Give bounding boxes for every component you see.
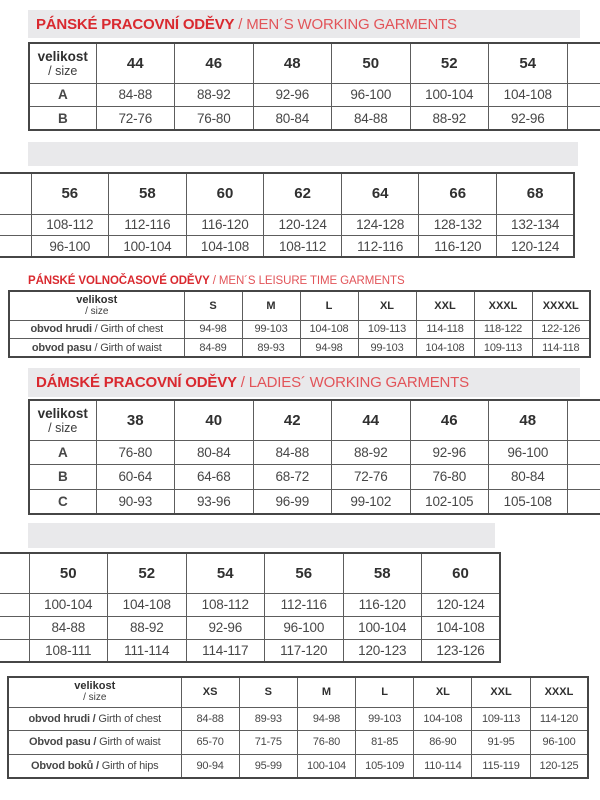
- size-value-cell: 116-120: [419, 236, 497, 258]
- size-value-cell: 96-99: [253, 489, 332, 514]
- size-value-cell: 112-116: [341, 236, 419, 258]
- size-column-header: 38: [96, 400, 175, 440]
- size-column-header: 58: [109, 173, 187, 214]
- size-value-cell: 105-108: [489, 489, 568, 514]
- size-value-cell: 92-96: [489, 107, 568, 131]
- ladies-working-sizes-table-lower: [0, 552, 501, 663]
- size-value-cell: 104-108: [414, 707, 472, 731]
- size-column-header: 52: [410, 43, 489, 83]
- row-label-cell: [0, 593, 29, 616]
- size-value-cell: 96-100: [530, 731, 588, 755]
- size-value-cell: 64-68: [175, 465, 254, 490]
- size-value-cell: 104-108: [422, 616, 501, 639]
- size-column-header: 42: [253, 400, 332, 440]
- size-value-cell: [567, 83, 600, 107]
- row-label-rest: / Girth of waist: [91, 341, 162, 354]
- corner-label-line: / size: [48, 420, 78, 435]
- size-column-header: 56: [31, 173, 109, 214]
- size-value-cell: 96-100: [332, 83, 411, 107]
- size-value-cell: 60-64: [96, 465, 175, 490]
- size-value-cell: 90-94: [181, 754, 239, 778]
- size-label-corner-cell: [8, 677, 181, 707]
- size-value-cell: 86-90: [414, 731, 472, 755]
- section-header-ladies-working: [28, 368, 580, 397]
- size-value-cell: 104-108: [416, 339, 474, 358]
- mens-working-sizes-table-lower: [0, 172, 575, 258]
- size-value-cell: 120-124: [497, 236, 575, 258]
- size-value-cell: 114-120: [530, 707, 588, 731]
- size-value-cell: 89-93: [242, 339, 300, 358]
- size-label-corner-cell: [0, 173, 31, 214]
- size-column-header: 44: [96, 43, 175, 83]
- divider-bar: [28, 142, 578, 166]
- size-value-cell: 90-93: [96, 489, 175, 514]
- size-label-corner-cell: [29, 400, 96, 440]
- size-value-cell: 84-88: [181, 707, 239, 731]
- size-column-header: 50: [332, 43, 411, 83]
- size-value-cell: 96-100: [265, 616, 344, 639]
- row-label-cell: [8, 731, 181, 755]
- size-value-cell: 118-122: [474, 320, 532, 339]
- size-label-corner-cell: [29, 43, 96, 83]
- size-value-cell: 76-80: [297, 731, 355, 755]
- size-value-cell: 100-104: [109, 236, 187, 258]
- size-value-cell: 76-80: [410, 465, 489, 490]
- size-value-cell: 76-80: [96, 440, 175, 465]
- row-label-bold: Obvod boků /: [31, 759, 99, 772]
- row-label-cell: [9, 339, 184, 358]
- row-label-cell: A: [29, 83, 96, 107]
- size-column-header: XXL: [472, 677, 530, 707]
- size-value-cell: 114-117: [186, 639, 265, 662]
- size-column-header: 50: [29, 553, 108, 593]
- size-value-cell: 76-80: [175, 107, 254, 131]
- size-value-cell: 111-114: [108, 639, 187, 662]
- size-value-cell: 128-132: [419, 214, 497, 236]
- row-label-cell: [0, 616, 29, 639]
- size-value-cell: 96-100: [31, 236, 109, 258]
- size-value-cell: 94-98: [297, 707, 355, 731]
- size-value-cell: 100-104: [29, 593, 108, 616]
- size-value-cell: 99-103: [242, 320, 300, 339]
- size-value-cell: 102-105: [410, 489, 489, 514]
- size-column-header: XL: [414, 677, 472, 707]
- size-column-header: XL: [358, 291, 416, 320]
- size-column-header: 54: [489, 43, 568, 83]
- size-value-cell: 117-120: [265, 639, 344, 662]
- row-label-cell: [9, 320, 184, 339]
- size-column-header: 46: [410, 400, 489, 440]
- size-value-cell: 92-96: [253, 83, 332, 107]
- row-label-bold: obvod pasu: [31, 341, 92, 354]
- size-value-cell: 108-112: [186, 593, 265, 616]
- size-value-cell: 80-84: [175, 440, 254, 465]
- section-header-mens-leisure: [28, 271, 405, 289]
- size-value-cell: 114-118: [532, 339, 590, 358]
- size-column-header: 54: [186, 553, 265, 593]
- row-label-bold: obvod hrudi: [30, 323, 92, 336]
- size-column-header: M: [297, 677, 355, 707]
- size-column-header: 60: [422, 553, 501, 593]
- size-value-cell: 123-126: [422, 639, 501, 662]
- size-value-cell: 105-109: [356, 754, 414, 778]
- row-label-cell: [0, 639, 29, 662]
- size-column-header: XXL: [416, 291, 474, 320]
- row-label-rest: Girth of waist: [96, 736, 161, 749]
- size-column-header: [567, 400, 600, 440]
- size-value-cell: 124-128: [341, 214, 419, 236]
- size-column-header: L: [300, 291, 358, 320]
- size-column-header: S: [239, 677, 297, 707]
- section-title-cz: PÁNSKÉ PRACOVNÍ ODĚVY: [36, 15, 235, 33]
- size-value-cell: 110-114: [414, 754, 472, 778]
- size-column-header: 64: [341, 173, 419, 214]
- size-column-header: 68: [497, 173, 575, 214]
- size-value-cell: 81-85: [356, 731, 414, 755]
- size-value-cell: 104-108: [186, 236, 264, 258]
- size-value-cell: [567, 440, 600, 465]
- size-value-cell: 68-72: [253, 465, 332, 490]
- row-label-cell: B: [29, 107, 96, 131]
- size-value-cell: 72-76: [96, 107, 175, 131]
- row-label-cell: A: [29, 440, 96, 465]
- corner-label-line: / size: [83, 692, 107, 704]
- size-column-header: XXXL: [530, 677, 588, 707]
- size-column-header: 56: [265, 553, 344, 593]
- size-value-cell: 99-102: [332, 489, 411, 514]
- size-value-cell: 84-88: [96, 83, 175, 107]
- size-value-cell: 96-100: [489, 440, 568, 465]
- size-value-cell: [567, 465, 600, 490]
- size-value-cell: 72-76: [332, 465, 411, 490]
- row-label-cell: C: [29, 489, 96, 514]
- row-label-bold: obvod hrudi /: [28, 712, 96, 725]
- size-value-cell: 112-116: [109, 214, 187, 236]
- size-value-cell: 112-116: [265, 593, 344, 616]
- row-label-cell: [0, 214, 31, 236]
- size-value-cell: 84-88: [253, 440, 332, 465]
- size-value-cell: 104-108: [489, 83, 568, 107]
- row-label-cell: [8, 754, 181, 778]
- size-value-cell: 84-89: [184, 339, 242, 358]
- corner-label-line: velikost: [74, 680, 116, 693]
- size-value-cell: 88-92: [410, 107, 489, 131]
- size-value-cell: 94-98: [300, 339, 358, 358]
- size-value-cell: 88-92: [332, 440, 411, 465]
- corner-label-line: / size: [85, 305, 109, 317]
- row-label-cell: [8, 707, 181, 731]
- size-column-header: XXXXL: [532, 291, 590, 320]
- row-label-rest: Girth of chest: [95, 712, 162, 725]
- size-value-cell: 80-84: [253, 107, 332, 131]
- mens-working-sizes-table-upper: [28, 42, 600, 131]
- row-label-cell: [0, 236, 31, 258]
- size-label-corner-cell: [9, 291, 184, 320]
- size-value-cell: 84-88: [29, 616, 108, 639]
- size-value-cell: 104-108: [300, 320, 358, 339]
- size-value-cell: 84-88: [332, 107, 411, 131]
- size-value-cell: 88-92: [175, 83, 254, 107]
- ladies-measurements-table: [7, 676, 589, 779]
- size-value-cell: [567, 489, 600, 514]
- size-value-cell: 120-124: [422, 593, 501, 616]
- size-value-cell: 132-134: [497, 214, 575, 236]
- section-header-mens-working: [28, 10, 580, 38]
- size-column-header: 60: [186, 173, 264, 214]
- size-column-header: 62: [264, 173, 342, 214]
- row-label-rest: Girth of hips: [98, 759, 159, 772]
- size-value-cell: 120-123: [343, 639, 422, 662]
- size-column-header: 48: [489, 400, 568, 440]
- size-column-header: 46: [175, 43, 254, 83]
- size-value-cell: 108-112: [264, 236, 342, 258]
- mens-leisure-measurements-table: [8, 290, 591, 358]
- size-value-cell: 116-120: [186, 214, 264, 236]
- size-value-cell: 120-125: [530, 754, 588, 778]
- corner-label-line: velikost: [37, 405, 88, 421]
- size-column-header: 66: [419, 173, 497, 214]
- size-column-header: [567, 43, 600, 83]
- size-column-header: 44: [332, 400, 411, 440]
- size-value-cell: 92-96: [410, 440, 489, 465]
- size-value-cell: 99-103: [358, 339, 416, 358]
- size-column-header: 58: [343, 553, 422, 593]
- size-value-cell: 114-118: [416, 320, 474, 339]
- size-column-header: L: [356, 677, 414, 707]
- divider-bar: [28, 523, 495, 548]
- section-title-cz: PÁNSKÉ VOLNOČASOVÉ ODĚVY: [28, 275, 210, 287]
- size-value-cell: 80-84: [489, 465, 568, 490]
- size-column-header: XS: [181, 677, 239, 707]
- size-column-header: S: [184, 291, 242, 320]
- size-value-cell: 104-108: [108, 593, 187, 616]
- section-title-cz: DÁMSKÉ PRACOVNÍ ODĚVY: [36, 374, 237, 391]
- size-value-cell: 65-70: [181, 731, 239, 755]
- size-value-cell: [567, 107, 600, 131]
- corner-label-line: velikost: [76, 293, 118, 306]
- size-value-cell: 100-104: [410, 83, 489, 107]
- section-title-en: / MEN´S WORKING GARMENTS: [234, 15, 457, 33]
- size-value-cell: 89-93: [239, 707, 297, 731]
- corner-label-line: velikost: [37, 48, 88, 64]
- size-column-header: 40: [175, 400, 254, 440]
- size-column-header: XXXL: [474, 291, 532, 320]
- row-label-cell: B: [29, 465, 96, 490]
- size-value-cell: 122-126: [532, 320, 590, 339]
- size-value-cell: 108-112: [31, 214, 109, 236]
- size-value-cell: 93-96: [175, 489, 254, 514]
- size-value-cell: 109-113: [472, 707, 530, 731]
- size-column-header: 48: [253, 43, 332, 83]
- size-value-cell: 115-119: [472, 754, 530, 778]
- corner-label-line: / size: [48, 63, 78, 78]
- size-value-cell: 94-98: [184, 320, 242, 339]
- size-value-cell: 109-113: [358, 320, 416, 339]
- size-column-header: M: [242, 291, 300, 320]
- size-value-cell: 88-92: [108, 616, 187, 639]
- row-label-rest: / Girth of chest: [91, 323, 164, 336]
- size-column-header: 52: [108, 553, 187, 593]
- section-title-en: / MEN´S LEISURE TIME GARMENTS: [209, 275, 405, 287]
- size-value-cell: 95-99: [239, 754, 297, 778]
- size-value-cell: 108-111: [29, 639, 108, 662]
- size-value-cell: 99-103: [356, 707, 414, 731]
- size-value-cell: 109-113: [474, 339, 532, 358]
- size-value-cell: 92-96: [186, 616, 265, 639]
- section-title-en: / LADIES´ WORKING GARMENTS: [236, 374, 469, 391]
- size-value-cell: 100-104: [343, 616, 422, 639]
- size-value-cell: 71-75: [239, 731, 297, 755]
- size-label-corner-cell: [0, 553, 29, 593]
- size-value-cell: 91-95: [472, 731, 530, 755]
- size-value-cell: 120-124: [264, 214, 342, 236]
- size-value-cell: 116-120: [343, 593, 422, 616]
- ladies-working-sizes-table-upper: [28, 399, 600, 515]
- size-value-cell: 100-104: [297, 754, 355, 778]
- row-label-bold: Obvod pasu /: [28, 736, 97, 749]
